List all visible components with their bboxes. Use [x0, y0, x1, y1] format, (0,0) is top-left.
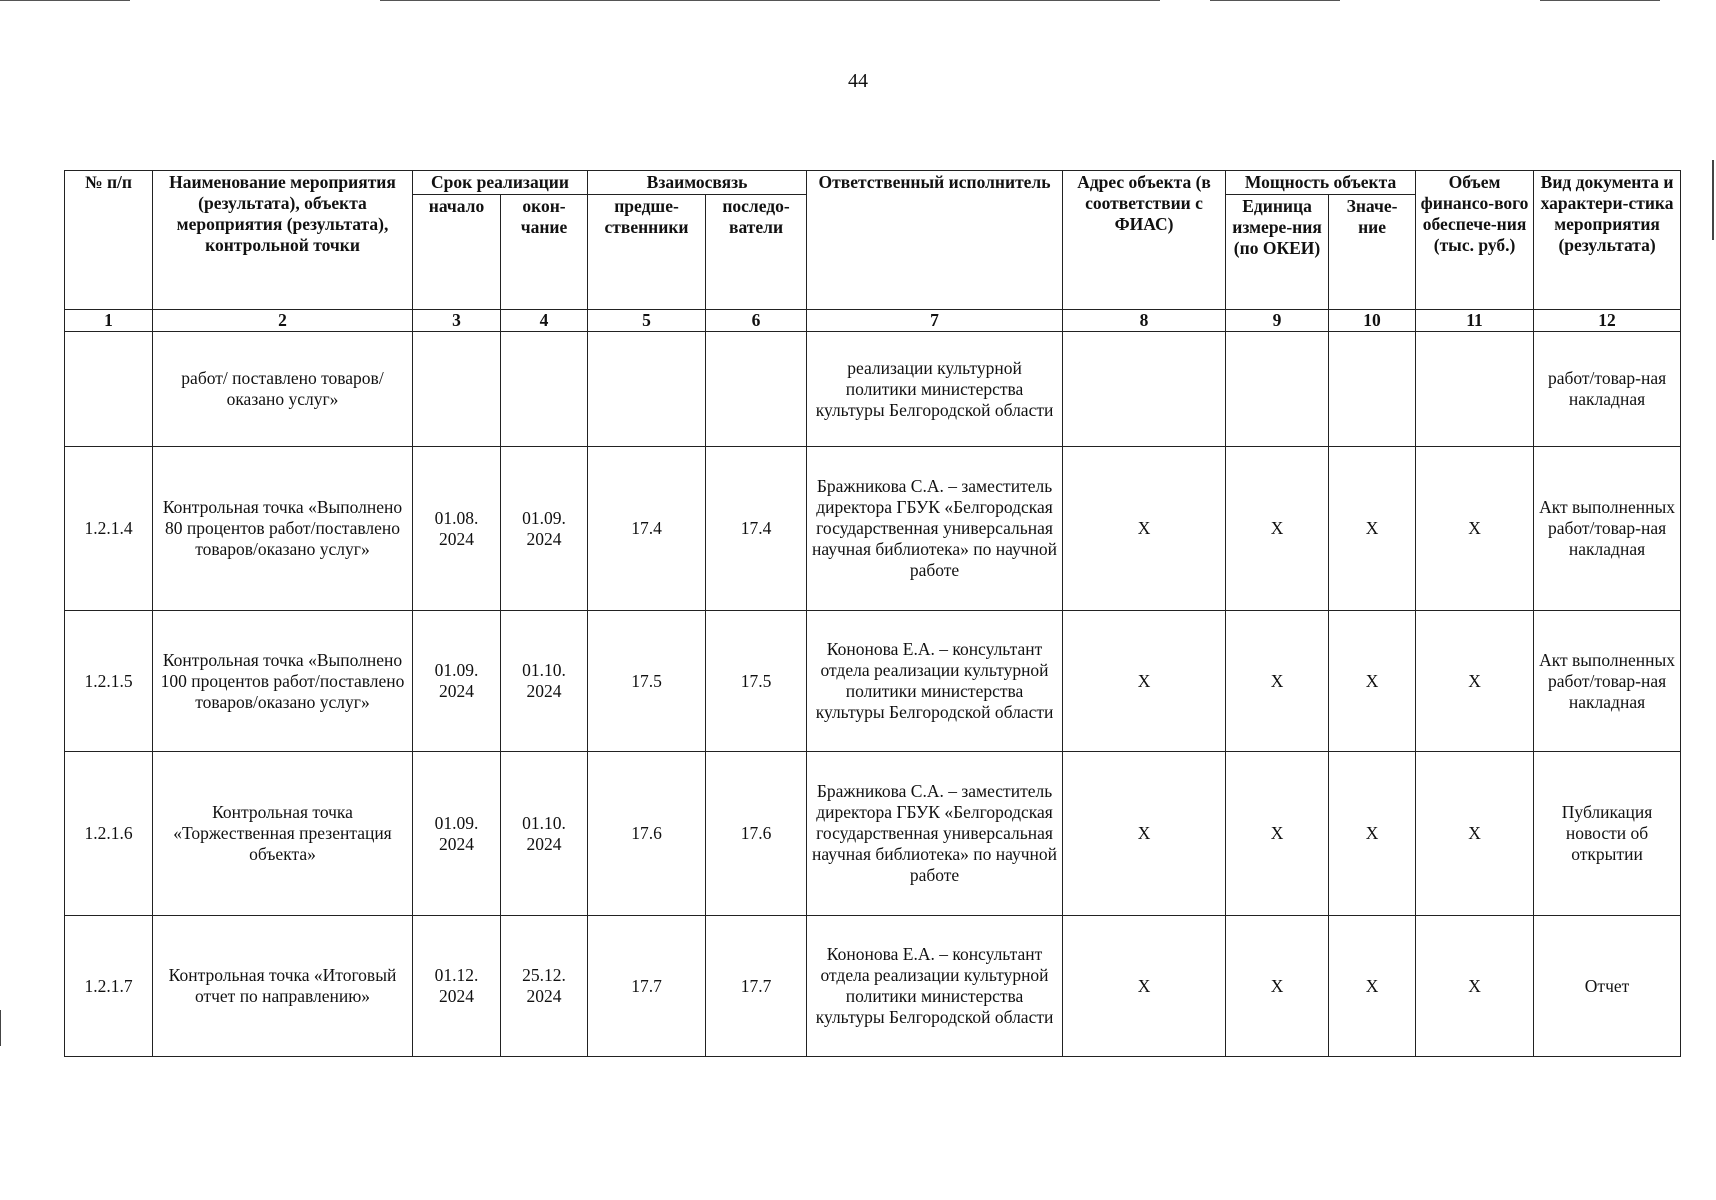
row-address [1063, 332, 1226, 447]
column-number: 5 [588, 310, 706, 332]
row-executor: Кононова Е.А. – консультант отдела реализации культурной политики министерства культуры Белгородской области [807, 916, 1063, 1057]
row-doc: Публикация новости об открытии [1534, 752, 1681, 916]
table-row [65, 332, 1681, 447]
row-end: 01.10. 2024 [501, 752, 588, 916]
row-address: Х [1063, 447, 1226, 611]
row-value: Х [1329, 752, 1416, 916]
column-number: 6 [706, 310, 807, 332]
row-start: 01.08. 2024 [413, 447, 501, 611]
row-end: 25.12. 2024 [501, 916, 588, 1057]
header-unit: Единица измере-ния (по ОКЕИ) [1226, 195, 1329, 310]
row-finance: Х [1416, 916, 1534, 1057]
header-term-end: окон-чание [501, 195, 588, 310]
scan-edge-line [1712, 160, 1714, 240]
header-capacity: Мощность объекта [1226, 171, 1416, 195]
table-row [65, 611, 1681, 752]
row-num [65, 332, 153, 447]
column-number: 10 [1329, 310, 1416, 332]
row-num: 1.2.1.7 [65, 916, 153, 1057]
row-pred: 17.4 [588, 447, 706, 611]
row-name: Контрольная точка «Выполнено 100 процентов работ/поставлено товаров/оказано услуг» [153, 611, 413, 752]
row-address: Х [1063, 611, 1226, 752]
header-address: Адрес объекта (в соответствии с ФИАС) [1063, 171, 1226, 310]
header-num: № п/п [65, 171, 153, 310]
row-unit: Х [1226, 447, 1329, 611]
row-name: Контрольная точка «Выполнено 80 процентов работ/поставлено товаров/оказано услуг» [153, 447, 413, 611]
header-term: Срок реализации [413, 171, 588, 195]
row-num: 1.2.1.4 [65, 447, 153, 611]
column-number: 4 [501, 310, 588, 332]
row-pred: 17.6 [588, 752, 706, 916]
header-link-pred: предше-ственники [588, 195, 706, 310]
scan-edge-line [1540, 0, 1660, 1]
scan-edge-line [0, 0, 130, 1]
row-doc: работ/товар-ная накладная [1534, 332, 1681, 447]
column-number: 2 [153, 310, 413, 332]
row-succ: 17.7 [706, 916, 807, 1057]
row-start: 01.09. 2024 [413, 752, 501, 916]
plan-table [64, 170, 1681, 1057]
row-finance [1416, 332, 1534, 447]
row-value: Х [1329, 447, 1416, 611]
row-name: работ/ поставлено товаров/ оказано услуг» [153, 332, 413, 447]
column-number: 3 [413, 310, 501, 332]
row-unit: Х [1226, 611, 1329, 752]
header-finance: Объем финансо-вого обеспече-ния (тыс. руб.) [1416, 171, 1534, 310]
table-row [65, 447, 1681, 611]
header-name: Наименование мероприятия (результата), объекта мероприятия (результата), контрольной точки [153, 171, 413, 310]
row-doc: Акт выполненных работ/товар-ная накладная [1534, 447, 1681, 611]
row-unit [1226, 332, 1329, 447]
column-number: 1 [65, 310, 153, 332]
row-finance: Х [1416, 611, 1534, 752]
row-end: 01.10. 2024 [501, 611, 588, 752]
row-doc: Акт выполненных работ/товар-ная накладная [1534, 611, 1681, 752]
row-value: Х [1329, 916, 1416, 1057]
page-number: 44 [848, 70, 868, 92]
row-value [1329, 332, 1416, 447]
row-executor: реализации культурной политики министерства культуры Белгородской области [807, 332, 1063, 447]
row-finance: Х [1416, 752, 1534, 916]
row-executor: Бражникова С.А. – заместитель директора ГБУК «Белгородская государственная универсальная научная библиотека» по научной работе [807, 447, 1063, 611]
row-num: 1.2.1.6 [65, 752, 153, 916]
scan-edge-line [0, 1010, 1, 1046]
row-start: 01.09. 2024 [413, 611, 501, 752]
column-number: 12 [1534, 310, 1681, 332]
row-name: Контрольная точка «Итоговый отчет по направлению» [153, 916, 413, 1057]
row-executor: Бражникова С.А. – заместитель директора ГБУК «Белгородская государственная универсальная научная библиотека» по научной работе [807, 752, 1063, 916]
table-row [65, 752, 1681, 916]
row-doc: Отчет [1534, 916, 1681, 1057]
column-number: 8 [1063, 310, 1226, 332]
header-value: Значе-ние [1329, 195, 1416, 310]
row-unit: Х [1226, 916, 1329, 1057]
row-start [413, 332, 501, 447]
column-number: 7 [807, 310, 1063, 332]
row-start: 01.12. 2024 [413, 916, 501, 1057]
row-finance: Х [1416, 447, 1534, 611]
row-unit: Х [1226, 752, 1329, 916]
table-row [65, 916, 1681, 1057]
header-row-top [65, 171, 1681, 195]
header-executor: Ответственный исполнитель [807, 171, 1063, 310]
scan-edge-line [1210, 0, 1340, 1]
row-pred: 17.7 [588, 916, 706, 1057]
row-succ: 17.5 [706, 611, 807, 752]
row-value: Х [1329, 611, 1416, 752]
header-term-start: начало [413, 195, 501, 310]
row-end: 01.09. 2024 [501, 447, 588, 611]
row-end [501, 332, 588, 447]
row-succ: 17.6 [706, 752, 807, 916]
row-succ: 17.4 [706, 447, 807, 611]
header-link-succ: последо-ватели [706, 195, 807, 310]
row-pred: 17.5 [588, 611, 706, 752]
scan-edge-line [380, 0, 1160, 1]
row-succ [706, 332, 807, 447]
row-address: Х [1063, 752, 1226, 916]
column-number-row [65, 310, 1681, 332]
column-number: 9 [1226, 310, 1329, 332]
row-executor: Кононова Е.А. – консультант отдела реализации культурной политики министерства культуры Белгородской области [807, 611, 1063, 752]
column-number: 11 [1416, 310, 1534, 332]
row-pred [588, 332, 706, 447]
row-address: Х [1063, 916, 1226, 1057]
row-num: 1.2.1.5 [65, 611, 153, 752]
row-name: Контрольная точка «Торжественная презентация объекта» [153, 752, 413, 916]
header-doc: Вид документа и характери-стика мероприятия (результата) [1534, 171, 1681, 310]
header-link: Взаимосвязь [588, 171, 807, 195]
